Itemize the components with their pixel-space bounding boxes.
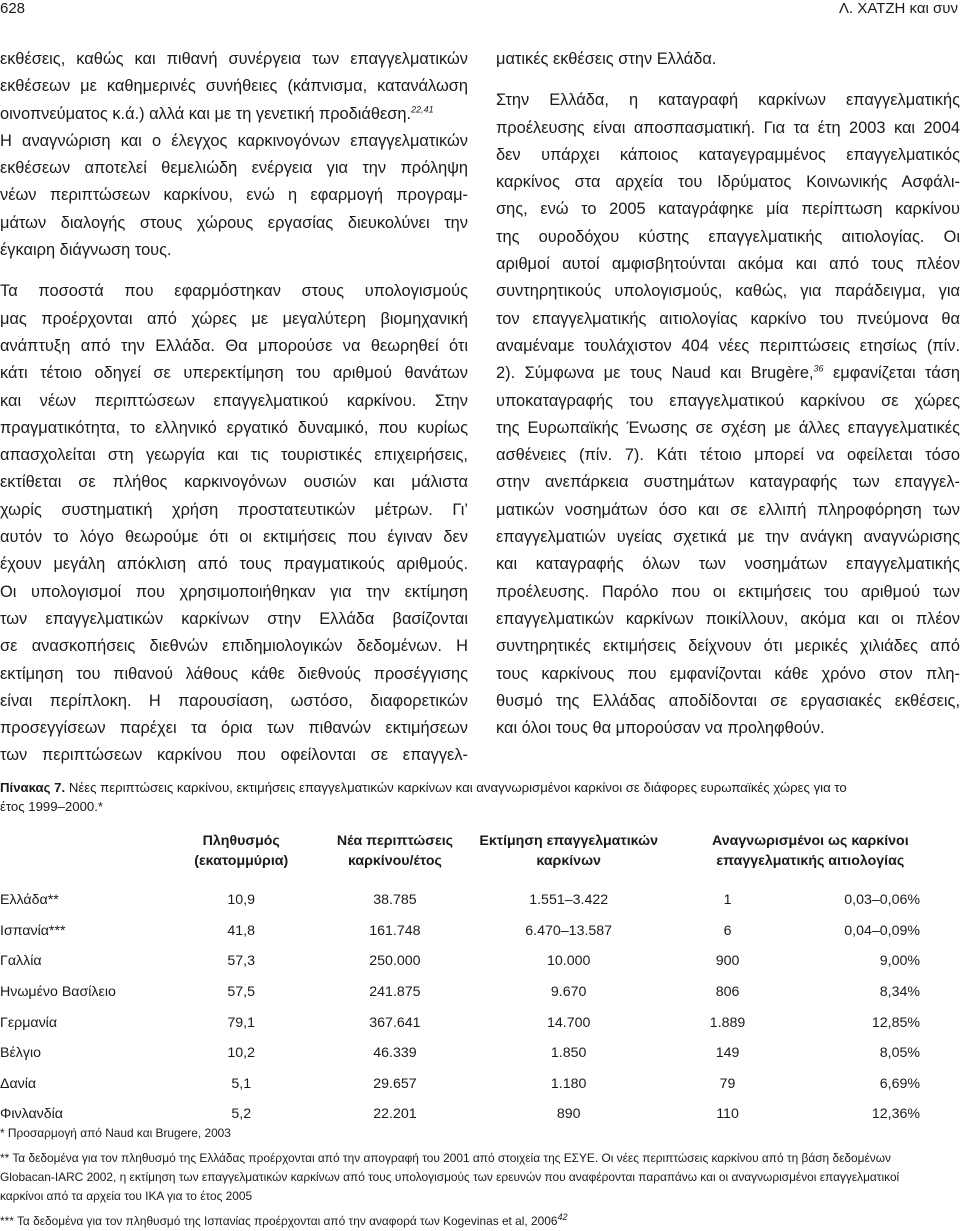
text-line: απασχολείται στη γεωργία και τις τουριστικές επιχειρήσεις, [0,446,468,465]
cell-recognised-count: 110 [716,1106,739,1123]
header-new-cases: Νέα περιπτώσεις καρκίνου/έτος [336,833,454,869]
text-line: κάτι τέτοιο οδηγεί σε υπερεκτίμηση του αριθμού θανάτων [0,364,468,383]
text-line: τον επαγγελματικής αιτιολογίας καρκίνο του πνεύμονα θα [496,309,960,328]
text-line: ματικών νοσημάτων όσο και σε ελλιπή πληροφόρηση των [496,500,960,519]
table-row [0,885,960,916]
footnote: ** Τα δεδομένα για τον πληθυσμό της Ελλάδας προέρχονται από την απογραφή του 2001 από στοιχεία της ΕΣΥΕ. Οι νέες περιπτώσεις καρκίνου από τη βάση δεδομένων [0,1151,891,1165]
cell-recognised-count: 149 [715,1045,740,1062]
text-line: εκτίθεται σε πλήθος καρκινογόνων ουσιών και μάλιστα [0,473,468,492]
text-line: Στην Ελλάδα, η καταγραφή καρκίνων επαγγελματικής [496,91,960,110]
cell-new-cases: 38.785 [373,892,417,909]
cell-recognised-percent: 8,05% [879,1045,920,1062]
table-label: Πίνακας 7. [0,780,66,795]
text-line: έγκαιρη διάγνωση τους. [0,241,172,260]
cell-new-cases: 161.748 [369,922,421,939]
table-row [0,977,960,1008]
text-line: Τα ποσοστά που εφαρμόστηκαν στους υπολογισμούς [0,282,468,301]
left-column [0,46,468,770]
header-estimate: Εκτίμηση επαγγελματικών καρκίνων [479,833,658,869]
text-line: ματικές εκθέσεις στην Ελλάδα. [496,50,717,68]
cell-country: Γαλλία [0,953,42,970]
table-row [0,1069,960,1100]
cell-recognised-count: 806 [715,984,740,1001]
cell-recognised-count: 900 [715,953,740,970]
header-recognised: Αναγνωρισμένοι ως καρκίνοι επαγγελματικής αιτιολογίας [712,833,909,869]
cell-country: Ελλάδα** [0,892,59,909]
text-line: εκτίμηση του πιθανού λάθους κάθε διεθνούς προσέγγισης [0,664,468,683]
cell-estimate: 1.180 [550,1075,587,1092]
data-table [0,830,960,1130]
cell-recognised-percent: 12,36% [871,1106,920,1123]
text-line: συντηρητικές εκτιμήσεις δείχνουν ότι μερικές χιλιάδες από [496,637,960,656]
table-row [0,1007,960,1038]
text-line: της Ευρωπαϊκής Ένωσης σε σχέση με άλλες επαγγελματικές [496,418,960,437]
table-row [0,916,960,947]
table-row [0,946,960,977]
text-line: νέων περιπτώσεων καρκίνου, ενώ η εφαρμογή προγραμ- [0,186,468,205]
cell-new-cases: 250.000 [369,953,421,970]
text-line: αυτόν το λόγο θεωρούμε ότι οι εκτιμήσεις που έγιναν δεν [0,528,468,547]
text-line [496,360,960,387]
text-line: εκθέσεις, καθώς και πιθανή συνέργεια των επαγγελματικών [0,50,468,68]
cell-population: 57,5 [227,984,256,1001]
text-line: θυσμό της Ελλάδας αποδίδονται σε εργασιακές εκθέσεις, [496,691,960,710]
text-line: τους καρκίνους που εμφανίζονται κάθε χρόνο στον πλη- [496,664,960,683]
text-line: είναι περίπλοκη. Η παρουσίαση, ωστόσο, διαφορετικών [0,691,468,710]
text-span: εμφανίζεται τάση [823,364,960,383]
cell-new-cases: 29.657 [373,1075,417,1092]
text-line: υποκαταγραφής του επαγγελματικού καρκίνου σε χώρες [496,391,960,410]
text-line: μάτων διαλογής στους χώρους εργασίας διευκολύνει την [0,213,468,232]
text-line: επαγγελματιών υγείας σχετικά με την ανάγκη αναγνώρισης [496,528,960,547]
paragraph-1 [0,46,468,264]
cell-recognised-percent: 8,34% [879,984,920,1001]
text-line: εκθέσεων με καθημερινές συνήθειες (κάπνισμα, κατανάλωση [0,77,468,96]
cell-estimate: 1.850 [550,1045,587,1062]
text-line: και νέων περιπτώσεων επαγγελματικού καρκίνου. Στην [0,391,468,410]
cell-new-cases: 22.201 [373,1106,417,1123]
text-line: δεν υπάρχει κάποιος καταγεγραμμένος επαγγελματικός [496,145,960,164]
cell-recognised-count: 1 [723,892,732,909]
cell-new-cases: 46.339 [373,1045,417,1062]
text-line: εκθέσεων αποτελεί θεμελιώδη ενέργεια για την πρόληψη [0,159,468,178]
table-footnotes [0,1124,960,1231]
text-line: αναμέναμε τουλάχιστον 404 νέες περιπτώσεις ετησίως (πίν. [496,336,960,355]
caption-text: έτος 1999–2000.* [0,799,104,814]
page-number: 628 [0,0,26,17]
cell-population: 10,2 [227,1045,256,1062]
cell-population: 5,1 [231,1075,252,1092]
footnote: *** Τα δεδομένα για τον πληθυσμό της Ισπανίας προέρχονται από την αναφορά των Kogevinas et al, 2006$^{42}$ [0,1212,568,1228]
cell-recognised-percent: 0,04–0,09% [844,922,920,939]
cell-country: Ηνωμένο Βασίλειο [0,984,116,1001]
text-line: ανάπτυξη από την Ελλάδα. Θα μπορούσε να θεωρηθεί ότι [0,336,468,355]
text-line: προέλευσης είναι αποσπασματική. Για τα έτη 2003 και 2004 [496,118,960,137]
page-header [0,0,960,22]
text-line: της ουροδόχου κύστης επαγγελματικής αιτιολογίας. Οι [496,227,960,246]
cell-recognised-percent: 0,03–0,06% [844,892,920,909]
footnote: Globacan-IARC 2002, η εκτίμηση των επαγγελματικών καρκίνων από τους υπολογισμούς των ερευνών που αναφέρονται παραπάνω και οι αναγνωρισμένοι επαγγελματικοί [0,1170,900,1184]
text-line: και όλοι τους θα μπορούσαν να προληφθούν. [496,719,825,738]
text-span: 2). Σύμφωνα με τους Naud και Brugère, [496,364,814,383]
header-country [0,830,169,885]
header-population: Πληθυσμός (εκατομμύρια) [194,833,289,869]
cell-population: 5,2 [231,1106,252,1123]
cell-estimate: 6.470–13.587 [525,922,613,939]
cell-country: Βέλγιο [0,1045,42,1062]
cell-recognised-count: 6 [723,922,732,939]
cell-population: 79,1 [227,1014,256,1031]
paragraph-3 [496,87,960,742]
text-line: έχουν μεγάλη απόκλιση από τους πραγματικούς αριθμούς. [0,555,468,574]
text-line: Οι υπολογισμοί που χρησιμοποιήθηκαν για την εκτίμηση [0,582,468,601]
text-line: συντηρητικούς υπολογισμούς, καθώς, για παράδειγμα, για [496,282,960,301]
cell-new-cases: 367.641 [369,1014,421,1031]
table-caption [0,778,960,816]
text-line: σε ανασκοπήσεις διεθνών επιδημιολογικών δεδομένων. Η [0,637,468,656]
text-line: στην ανεπάρκεια συστημάτων καταγραφής των επαγγελ- [496,473,960,492]
cell-country: Ισπανία*** [0,922,66,939]
footnote: * Προσαρμογή από Naud και Brugere, 2003 [0,1126,231,1140]
text-line: καρκίνος στα αρχεία του Ιδρύματος Κοινωνικής Ασφάλι- [496,173,960,192]
citation-ref: 22,41 [411,104,434,115]
cell-estimate: 10.000 [546,953,591,970]
text-line: και καταγραφής όλων των νοσημάτων επαγγελματικής [496,555,960,574]
table-header-row [0,830,960,885]
cell-recognised-count: 1.889 [709,1014,746,1031]
cell-recognised-count: 79 [719,1075,736,1092]
cell-recognised-percent: 12,85% [871,1014,920,1031]
cell-country: Γερμανία [0,1014,58,1031]
cell-estimate: 1.551–3.422 [529,892,609,909]
text-line: πραγματικότητα, το ελληνικό εργατικό δυναμικό, που κυρίως [0,418,468,437]
text-line: των περιπτώσεων καρκίνου που οφείλονται σε επαγγελ- [0,746,468,765]
footnote: καρκίνοι από τα αρχεία του ΙΚΑ για το έτος 2005 [0,1189,253,1203]
text-line: επαγγελματικών καρκίνων ποικίλλουν, ακόμα και οι πλέον [496,609,960,628]
cell-estimate: 14.700 [546,1014,591,1031]
text-line [0,101,468,128]
text-line: προέλευσης. Παρόλο που οι εκτιμήσεις του αριθμού των [496,582,960,601]
cell-population: 57,3 [227,953,256,970]
citation-ref: 36 [813,363,824,374]
right-column [496,46,960,742]
text-line: χωρίς συστηματική χρήση προστατευτικών μέτρων. Γι’ [0,500,468,519]
table-row [0,1038,960,1069]
paragraph-2 [0,278,468,769]
text-line: των επαγγελματικών καρκίνων στην Ελλάδα βασίζονται [0,609,468,628]
citation-ref: 42 [557,1212,568,1223]
cell-recognised-percent: 9,00% [879,953,920,970]
text-line: ασθένειες (πίν. 7). Κάτι τέτοιο μπορεί να οφείλεται τόσο [496,446,960,465]
text-line: αριθμοί αυτοί αμφισβητούνται ακόμα και από τους πλέον [496,255,960,274]
caption-text: Νέες περιπτώσεις καρκίνου, εκτιμήσεις επαγγελματικών καρκίνων και αναγνωρισμένοι καρκίνοι σε διάφορες ευρωπαϊκές χώρες για το [65,780,847,795]
text-span: οινοπνεύματος κ.ά.) αλλά και με τη γενετική προδιάθεση. [0,104,412,123]
cell-new-cases: 241.875 [369,984,421,1001]
cell-estimate: 890 [556,1106,581,1123]
cell-recognised-percent: 6,69% [879,1075,920,1092]
cell-population: 41,8 [227,922,256,939]
text-line: Η αναγνώριση και ο έλεγχος καρκινογόνων επαγγελματικών [0,131,468,150]
cell-country: Δανία [0,1075,37,1092]
text-line: σης, ενώ το 2005 καταγράφηκε μία περίπτωση καρκίνου [496,200,960,219]
cell-estimate: 9.670 [550,984,587,1001]
cell-population: 10,9 [227,892,256,909]
cell-country: Φινλανδία [0,1106,63,1123]
text-line: μας προέρχονται από χώρες με μεγαλύτερη βιομηχανική [0,309,468,328]
text-line: προσεγγίσεων παρέχει τα όρια των πιθανών εκτιμήσεων [0,719,468,738]
running-head: Λ. ΧΑΤΖΗ και συν [838,0,958,17]
